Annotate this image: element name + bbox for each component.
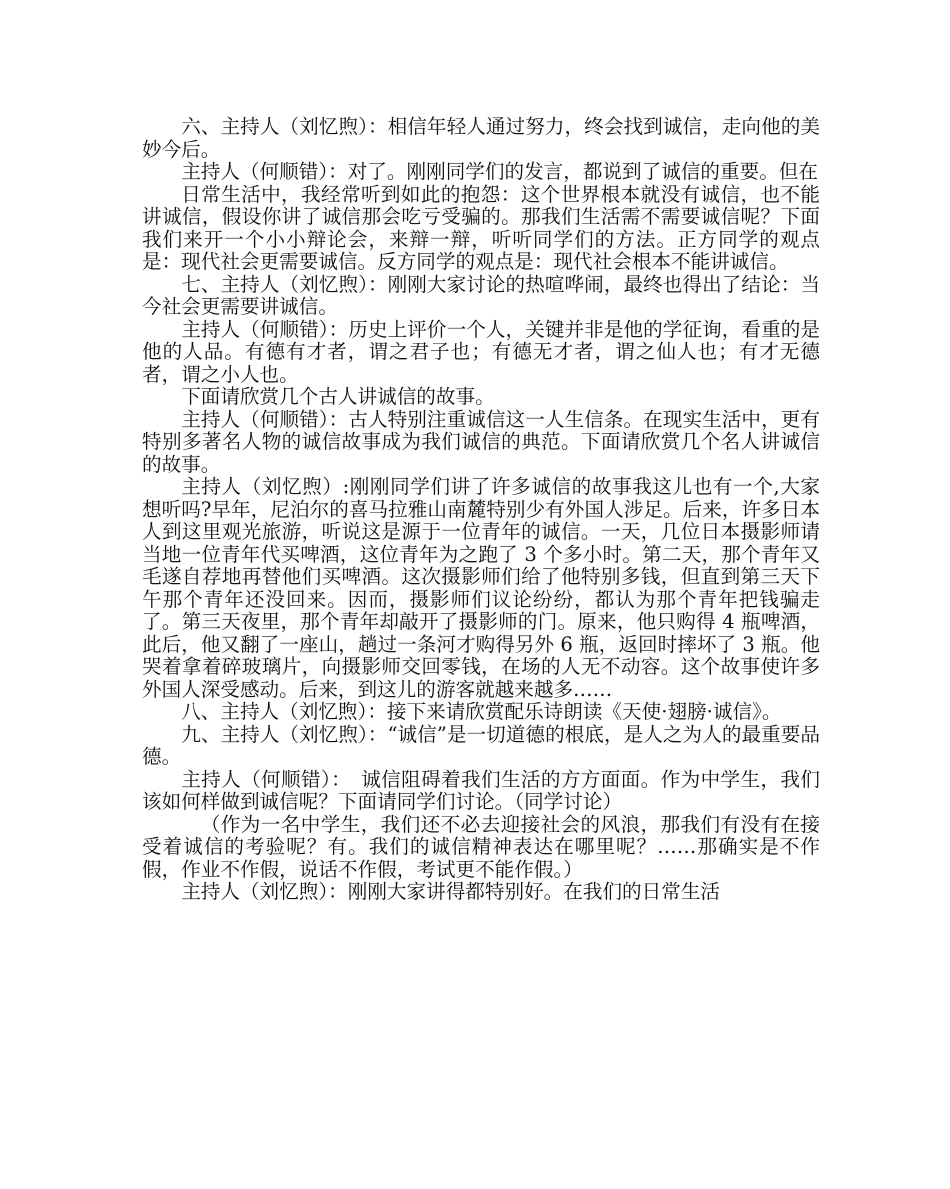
paragraph: 主持人（何顺错）：历史上评价一个人，关键并非是他的学征询，看重的是他的人品。有德有才者，谓之君子也；有德无才者，谓之仙人也；有才无德者，谓之小人也。 bbox=[142, 317, 820, 386]
paragraph: 主持人（刘忆煦）：刚刚大家讲得都特别好。在我们的日常生活 bbox=[181, 880, 721, 903]
paragraph: （作为一名中学生，我们还不必去迎接社会的风浪，那我们有没有在接受着诚信的考验呢？有。我们的诚信精神表达在哪里呢？……那确实是不作假，作业不作假，说话不作假，考试更不能作假。） bbox=[142, 812, 820, 881]
paragraph: 六、主持人（刘忆煦）：相信年轻人通过努力，终会找到诚信，走向他的美妙今后。 bbox=[142, 115, 820, 161]
paragraph: 八、主持人（刘忆煦）：接下来请欣赏配乐诗朗读《天使·翅膀·诚信》。 bbox=[181, 700, 782, 723]
paragraph: 九、主持人（刘忆煦）：“诚信”是一切道德的根底，是人之为人的最重要品德。 bbox=[142, 722, 820, 768]
paragraph: 主持人（刘忆煦）:刚刚同学们讲了许多诚信的故事我这儿也有一个,大家想听吗?早年，尼泊尔的喜马拉雅山南麓特别少有外国人涉足。后来，许多日本人到这里观光旅游，听说这是源于一位青年的诚信。一天，几位日本摄影师请当地一位青年代买啤酒，这位青年为之跑了 3 个多小时。第二天，那个青年又毛遂自荐地再替他们买啤酒。这次摄影师们给了他特别多钱，但直到第三天下午那个青年还没回来。因而，摄影师们议论纷纷，都认为那个青年把钱骗走了。第三天夜里，那个青年却敲开了摄影师的门。原来，他只购得 4 瓶啤酒，此后，他又翻了一座山，趟过一条河才购得另外 6 瓶，返回时摔坏了 3 瓶。他哭着拿着碎玻璃片，向摄影师交回零钱，在场的人无不动容。这个故事使许多外国人深受感动。后来，到这儿的游客就越来越多…… bbox=[142, 475, 820, 701]
paragraph: 主持人（何顺错）：古人特别注重诚信这一人生信条。在现实生活中，更有特别多著名人物的诚信故事成为我们诚信的典范。下面请欣赏几个名人讲诚信的故事。 bbox=[142, 407, 820, 476]
paragraph: 日常生活中，我经常听到如此的抱怨：这个世界根本就没有诚信，也不能讲诚信，假设你讲了诚信那会吃亏受骗的。那我们生活需不需要诚信呢？下面我们来开一个小小辩论会，来辩一辩，听听同学们的方法。正方同学的观点是：现代社会更需要诚信。反方同学的观点是：现代社会根本不能讲诚信。 bbox=[142, 182, 820, 273]
paragraph: 七、主持人（刘忆煦）：刚刚大家讨论的热喧哗闹，最终也得出了结论：当今社会更需要讲诚信。 bbox=[142, 272, 820, 318]
document-page bbox=[142, 116, 820, 904]
paragraph: 主持人（何顺错）： 诚信阻碍着我们生活的方方面面。作为中学生，我们该如何样做到诚信呢？下面请同学们讨论。（同学讨论） bbox=[142, 767, 820, 813]
paragraph: 主持人（何顺错）：对了。刚刚同学们的发言，都说到了诚信的重要。但在 bbox=[181, 160, 818, 183]
paragraph: 下面请欣赏几个古人讲诚信的故事。 bbox=[181, 385, 495, 408]
